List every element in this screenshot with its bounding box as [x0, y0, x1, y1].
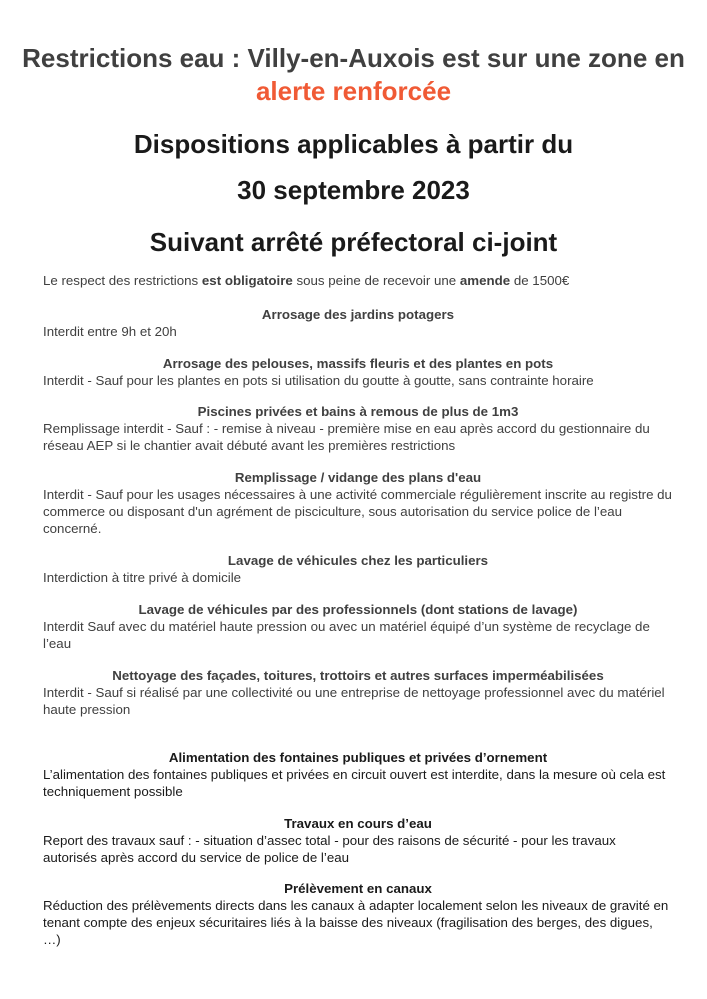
section-body: Interdit - Sauf si réalisé par une collectivité ou une entreprise de nettoyage professionnel avec du matériel haute pression	[43, 685, 665, 717]
section-body: Report des travaux sauf : - situation d’assec total - pour des raisons de sécurité - pour les travaux autorisés après accord du service de police de l’eau	[43, 833, 616, 865]
section-body: Interdit - Sauf pour les plantes en pots si utilisation du goutte à goutte, sans contrainte horaire	[43, 373, 594, 388]
section-body: Interdiction à titre privé à domicile	[43, 570, 242, 585]
section-piscines	[43, 403, 673, 454]
section-body: Interdit - Sauf pour les usages nécessaires à une activité commerciale régulièrement inscrite au registre du commerce ou disposant d'un agrément de pisciculture, sous autorisation du service police de l’eau concerné.	[43, 487, 672, 536]
heading-arrete: Suivant arrêté préfectoral ci-joint	[149, 227, 558, 257]
intro-paragraph	[43, 272, 673, 289]
section-body: L’alimentation des fontaines publiques et privées en circuit ouvert est interdite, dans la mesure où cela est techniquement possible	[43, 767, 666, 799]
section-title: Nettoyage des façades, toitures, trottoirs et autres surfaces imperméabilisées	[112, 668, 604, 683]
title-text: Restrictions eau : Villy-en-Auxois est sur une zone en	[22, 43, 685, 73]
section-prelevement-canaux	[43, 880, 673, 948]
section-title: Arrosage des pelouses, massifs fleuris et des plantes en pots	[162, 356, 554, 371]
heading-date: 30 septembre 2023	[237, 175, 470, 205]
section-body: Interdit Sauf avec du matériel haute pression ou avec un matériel équipé d’un système de recyclage de l’eau	[43, 619, 650, 651]
section-body: Interdit entre 9h et 20h	[43, 324, 177, 339]
intro-bold-obligatoire: est obligatoire	[201, 273, 293, 288]
section-title: Travaux en cours d’eau	[284, 816, 432, 831]
intro-bold-amende: amende	[459, 273, 511, 288]
section-fontaines	[43, 749, 673, 800]
section-title: Alimentation des fontaines publiques et privées d’ornement	[168, 750, 548, 765]
section-nettoyage	[43, 667, 673, 718]
heading-dispositions: Dispositions applicables à partir du	[133, 129, 574, 159]
section-title: Piscines privées et bains à remous de plus de 1m3	[197, 404, 519, 419]
intro-text-1: Le respect des restrictions	[43, 273, 202, 288]
section-title: Prélèvement en canaux	[284, 881, 432, 896]
section-title: Lavage de véhicules chez les particuliers	[227, 553, 489, 568]
title-highlight: alerte renforcée	[255, 76, 452, 106]
section-lavage-particuliers	[43, 552, 673, 586]
section-arrosage-pelouses	[43, 355, 673, 389]
section-title: Arrosage des jardins potagers	[261, 307, 455, 322]
section-body: Remplissage interdit - Sauf : - remise à niveau - première mise en eau après accord du gestionnaire du réseau AEP si le chantier avait débuté avant les premières restrictions	[43, 421, 650, 453]
section-title: Remplissage / vidange des plans d'eau	[234, 470, 482, 485]
section-body: Réduction des prélèvements directs dans les canaux à adapter localement selon les niveaux de gravité en tenant compte des enjeux sécuritaires liés à la baisse des niveaux (fragilisation des berges, des digues, …)	[43, 898, 669, 947]
section-lavage-professionnels	[43, 601, 673, 652]
section-travaux-cours-deau	[43, 815, 673, 866]
page-title	[20, 42, 687, 108]
section-title: Lavage de véhicules par des professionnels (dont stations de lavage)	[138, 602, 578, 617]
section-plans-deau	[43, 469, 673, 537]
intro-text-2: sous peine de recevoir une	[292, 273, 460, 288]
section-arrosage-potagers	[43, 306, 673, 340]
intro-text-3: de 1500€	[510, 273, 570, 288]
